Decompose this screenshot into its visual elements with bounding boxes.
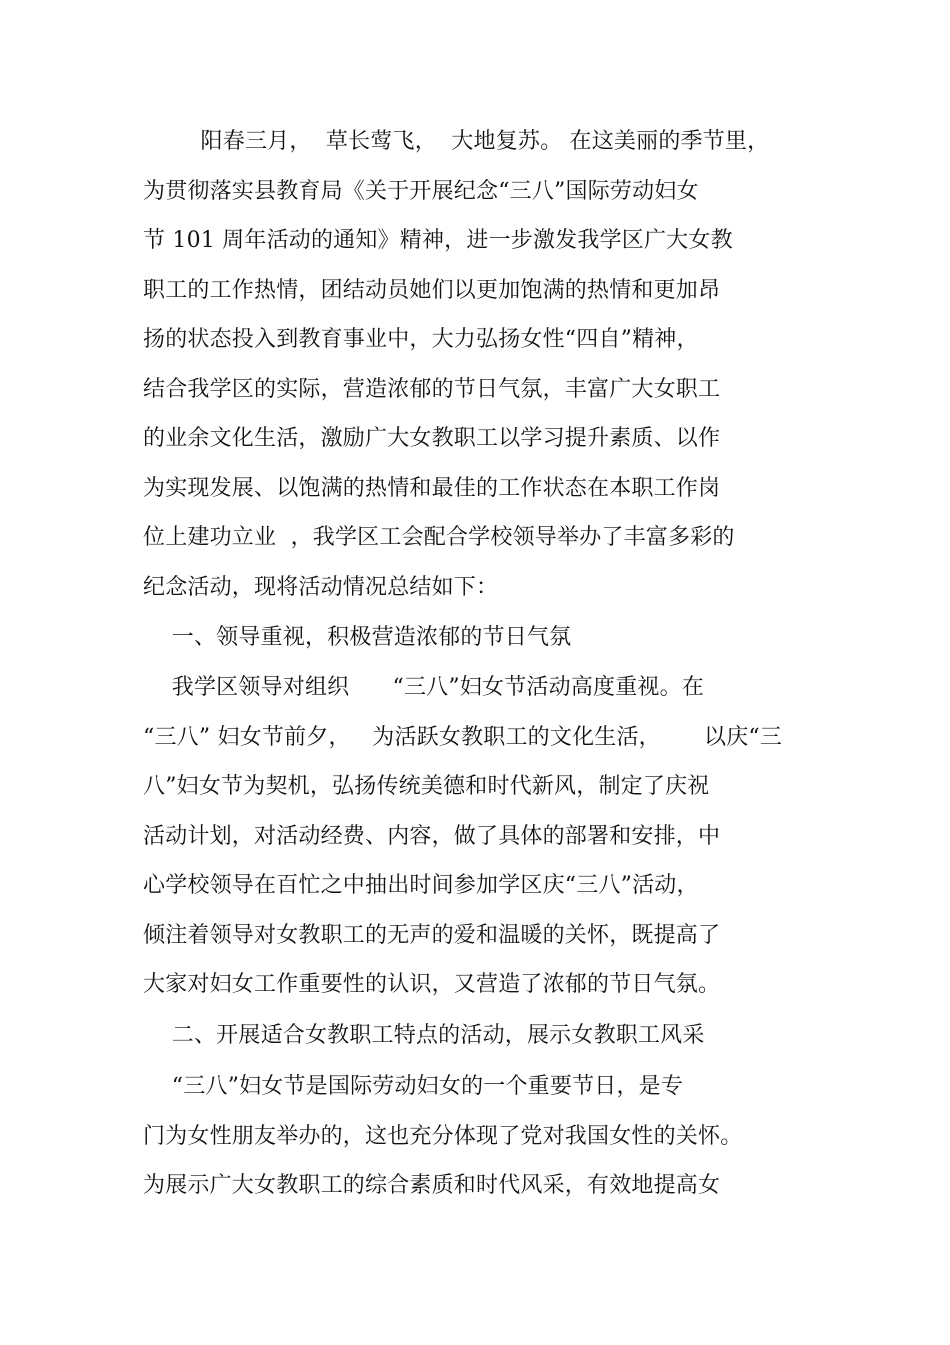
paragraph-line: 职工的工作热情，团结动员她们以更加饱满的热情和更加昂 (143, 278, 721, 303)
paragraph-line: “三八”妇女节是国际劳动妇女的一个重要节日，是专 (143, 1074, 684, 1099)
paragraph-line: “三八” 妇女节前夕， 为活跃女教职工的文化生活， 以庆“三 (143, 725, 783, 750)
paragraph-line: 纪念活动，现将活动情况总结如下： (143, 575, 499, 600)
paragraph-line: 结合我学区的实际，营造浓郁的节日气氛，丰富广大女职工 (143, 377, 721, 402)
paragraph-line: 活动计划，对活动经费、内容，做了具体的部署和安排，中 (143, 824, 721, 849)
section-heading: 二、开展适合女教职工特点的活动，展示女教职工风采 (143, 1023, 705, 1048)
section-heading: 一、领导重视，积极营造浓郁的节日气氛 (143, 625, 572, 650)
paragraph-line: 为实现发展、以饱满的热情和最佳的工作状态在本职工作岗 (143, 476, 721, 501)
paragraph-line: 为贯彻落实县教育局《关于开展纪念“三八”国际劳动妇女 (143, 179, 699, 204)
paragraph-line: 八”妇女节为契机，弘扬传统美德和时代新风，制定了庆祝 (143, 774, 710, 799)
paragraph-line: 心学校领导在百忙之中抽出时间参加学区庆“三八”活动， (143, 873, 699, 898)
paragraph-line: 倾注着领导对女教职工的无声的爱和温暖的关怀，既提高了 (143, 923, 721, 948)
paragraph-line: 扬的状态投入到教育事业中，大力弘扬女性“四自”精神， (143, 327, 699, 352)
paragraph-line: 阳春三月， 草长莺飞， 大地复苏。 在这美丽的季节里， (143, 129, 770, 154)
paragraph-line: 我学区领导对组织 “三八”妇女节活动高度重视。在 (143, 675, 705, 700)
paragraph-line: 的业余文化生活，激励广大女教职工以学习提升素质、以作 (143, 426, 721, 451)
paragraph-line: 大家对妇女工作重要性的认识，又营造了浓郁的节日气氛。 (143, 972, 721, 997)
paragraph-line: 为展示广大女教职工的综合素质和时代风采，有效地提高女 (143, 1173, 721, 1198)
paragraph-line: 位上建功立业 ，我学区工会配合学校领导举办了丰富多彩的 (143, 525, 735, 550)
paragraph-line: 节 101 周年活动的通知》精神，进一步激发我学区广大女教 (143, 228, 733, 253)
paragraph-line: 门为女性朋友举办的，这也充分体现了党对我国女性的关怀。 (143, 1124, 743, 1149)
